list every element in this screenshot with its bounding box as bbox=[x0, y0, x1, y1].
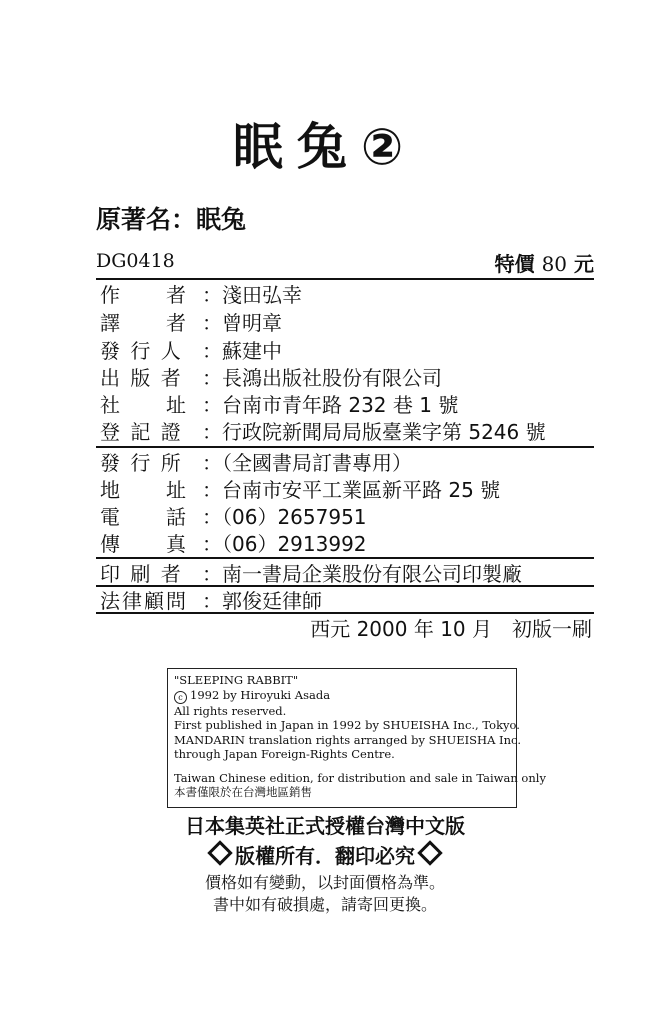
license-line bbox=[174, 688, 516, 704]
credit-row-address bbox=[96, 390, 594, 420]
credit-value: ：行政院新聞局局版臺業字第 5246 號 bbox=[202, 420, 546, 444]
price-unit: 元 bbox=[574, 252, 594, 276]
credit-value: ：曾明章 bbox=[202, 311, 282, 335]
rights-statement bbox=[0, 842, 650, 870]
license-line: MANDARIN translation rights arranged by SHUEISHA Inc. bbox=[174, 732, 522, 747]
license-line: First published in Japan in 1992 by SHUEISHA Inc., Tokyo. bbox=[174, 718, 520, 732]
price-label: 特價 bbox=[494, 252, 535, 276]
diamond-icon bbox=[417, 840, 442, 865]
original-title: 原著名：眠兔 bbox=[96, 205, 247, 234]
book-code: DG0418 bbox=[96, 250, 175, 272]
price bbox=[495, 248, 594, 277]
credit-label: 傳 真 bbox=[100, 532, 188, 556]
credit-label: 社 址 bbox=[100, 393, 188, 417]
credit-label: 登 記 證 bbox=[100, 420, 183, 444]
credit-row-distributor-address bbox=[96, 475, 594, 505]
credit-row-distributor bbox=[96, 448, 594, 478]
credit-row-translator bbox=[96, 308, 594, 338]
license-box bbox=[167, 668, 546, 808]
credit-value: ：郭俊廷律師 bbox=[202, 589, 322, 613]
diamond-icon bbox=[207, 840, 232, 865]
license-line: All rights reserved. bbox=[174, 703, 287, 718]
rights-text: 版權所有．翻印必究 bbox=[235, 844, 415, 868]
credit-label: 譯 者 bbox=[100, 311, 188, 335]
credit-value: ：南一書局企業股份有限公司印製廠 bbox=[202, 562, 522, 586]
copyright-icon: c bbox=[174, 691, 187, 704]
credit-row-publisher bbox=[96, 363, 594, 393]
credit-value: ：（全國書局訂書專用） bbox=[202, 451, 412, 475]
license-line: Taiwan Chinese edition, for distribution and sale in Taiwan only bbox=[174, 770, 546, 785]
authorization-statement: 日本集英社正式授權台灣中文版 bbox=[185, 814, 465, 838]
credit-row-publisher-person bbox=[96, 336, 594, 366]
code-price-row bbox=[96, 248, 594, 280]
credit-row-author bbox=[96, 280, 594, 310]
damage-note: 書中如有破損處，請寄回更換。 bbox=[212, 895, 437, 914]
credit-row-phone bbox=[96, 502, 594, 532]
publication-date: 西元 2000 年 10 月 初版一刷 bbox=[310, 617, 592, 641]
price-note: 價格如有變動，以封面價格為準。 bbox=[204, 873, 445, 892]
credit-label: 出 版 者 bbox=[100, 366, 183, 390]
credit-value: ：淺田弘幸 bbox=[202, 283, 302, 307]
volume-number: ② bbox=[360, 118, 418, 176]
license-copyright-text: 1992 by Hiroyuki Asada bbox=[190, 687, 331, 702]
license-line: through Japan Foreign-Rights Centre. bbox=[174, 747, 395, 761]
credit-label: 電 話 bbox=[100, 505, 188, 529]
title-text: 眠兔 bbox=[232, 118, 361, 176]
credit-label: 作 者 bbox=[100, 283, 188, 307]
license-line: "SLEEPING RABBIT" bbox=[174, 673, 299, 687]
credit-label: 印 刷 者 bbox=[100, 562, 183, 586]
credit-value: ：台南市青年路 232 巷 1 號 bbox=[202, 393, 459, 417]
credit-row-registration bbox=[96, 417, 594, 447]
credit-value: ：長鴻出版社股份有限公司 bbox=[202, 366, 442, 390]
credit-value: ：（06）2913992 bbox=[202, 532, 367, 556]
credit-label: 地 址 bbox=[100, 478, 188, 502]
credit-value: ：蘇建中 bbox=[202, 339, 282, 363]
credit-label: 發 行 人 bbox=[100, 339, 183, 363]
price-value: 80 bbox=[541, 252, 568, 276]
credit-label: 發 行 所 bbox=[100, 451, 183, 475]
credit-row-fax bbox=[96, 529, 594, 559]
credit-label: 法律顧問 bbox=[100, 589, 188, 613]
license-line: 本書僅限於在台灣地區銷售 bbox=[174, 785, 312, 799]
book-title bbox=[0, 112, 650, 182]
credit-value: ：台南市安平工業區新平路 25 號 bbox=[202, 478, 501, 502]
credit-value: ：（06）2657951 bbox=[202, 505, 367, 529]
